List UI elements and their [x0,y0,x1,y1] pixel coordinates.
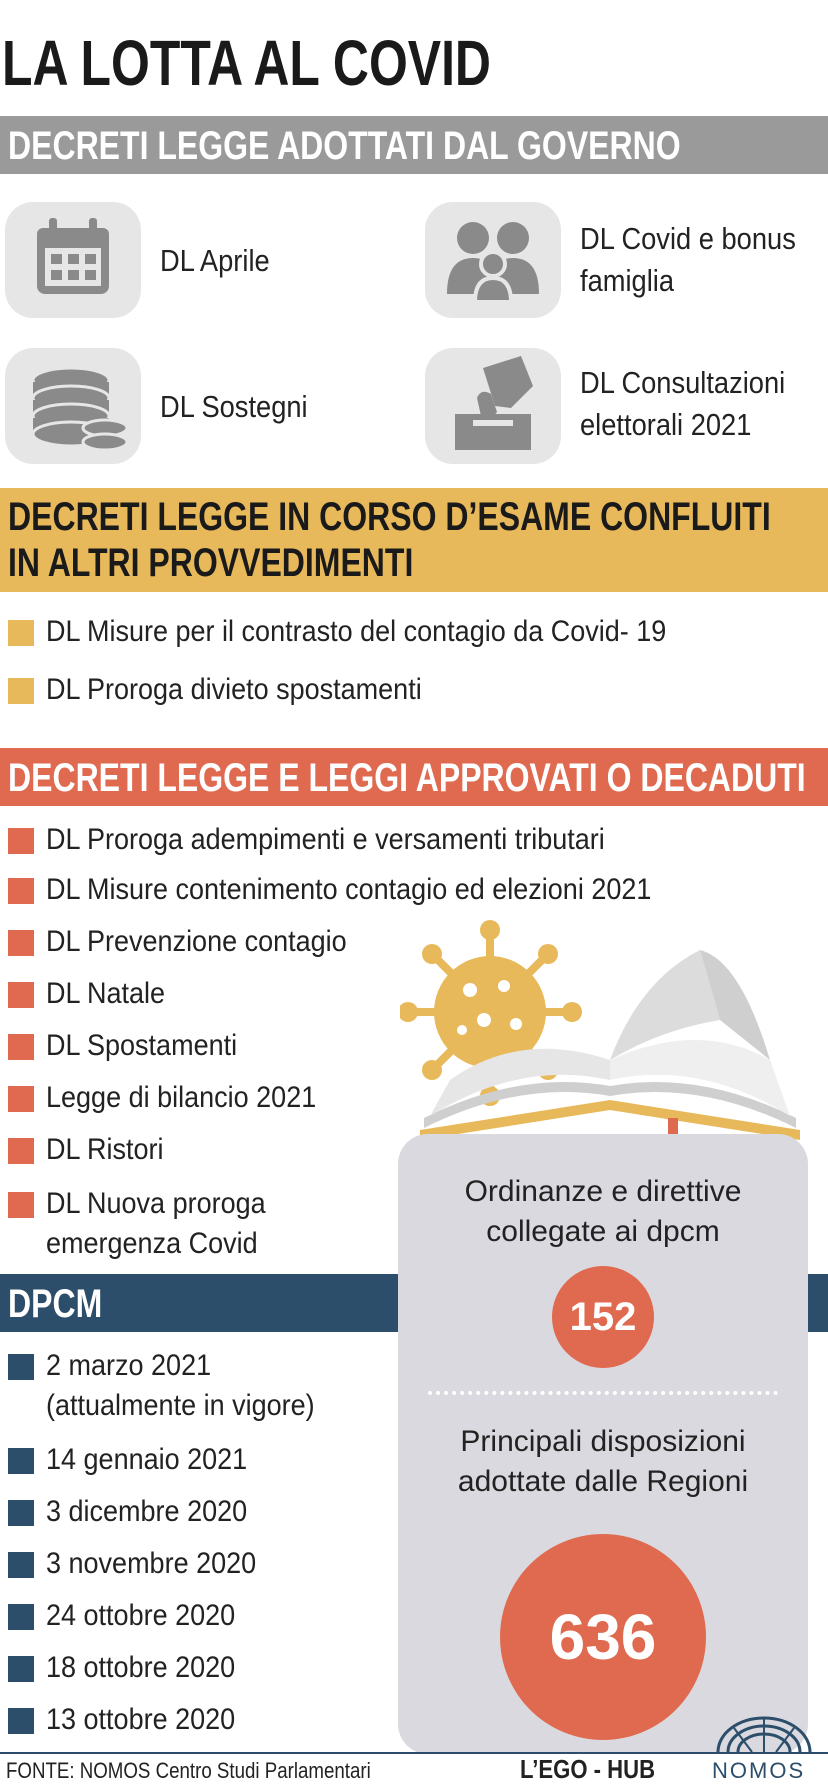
list-item-label: DL Ristori [46,1133,164,1166]
list-item-line: DL Nuova proroga [46,1187,266,1220]
list-item-label: Legge di bilancio 2021 [46,1081,317,1114]
tile-label-line: DL Aprile [160,243,270,278]
list-item-label: DL Proroga divieto spostamenti [46,673,422,706]
section-approvati-header [0,748,828,806]
panel-label-line: adottate dalle Regioni [457,1465,749,1498]
source-note: FONTE: NOMOS Centro Studi Parlamentari [6,1758,371,1783]
nomos-logo-text: NOMOS [712,1758,806,1783]
list-item-line: emergenza Covid [46,1227,258,1260]
footer-divider [0,1752,828,1754]
family-icon [425,202,561,318]
tile-label-consultazioni [580,362,785,446]
list-item-label: 18 ottobre 2020 [46,1651,236,1684]
calendar-icon [5,202,141,318]
list-item-label: DL Natale [46,977,166,1010]
panel-label-line: Ordinanze e direttive [464,1175,742,1208]
stats-panel [398,1134,808,1754]
coins-tile [5,348,141,464]
red-bullet-icon [8,1138,34,1164]
credit-label: L’EGO - HUB [520,1754,656,1784]
tile-label-line: DL Covid e bonus [580,221,796,256]
red-bullet-icon [8,828,34,854]
family-tile [425,202,561,318]
list-item-label: DL Misure per il contrasto del contagio da Covid- 19 [46,615,667,648]
section-adottati-title: DECRETI LEGGE ADOTTATI DAL GOVERNO [8,124,681,168]
list-item-label: DL Prevenzione contagio [46,925,347,958]
section-in-esame-title [8,494,771,586]
ballot-tile [425,348,561,464]
navy-bullet-icon [8,1604,34,1630]
list-item-label: DL Spostamenti [46,1029,238,1062]
panel-label-line: Principali disposizioni [460,1425,746,1458]
red-bullet-icon [8,930,34,956]
ballot-box-icon [425,348,561,464]
red-bullet-icon [8,982,34,1008]
nomos-logo-icon [712,1712,816,1756]
regioni-label [398,1422,808,1502]
page-title: LA LOTTA AL COVID [2,27,491,99]
navy-bullet-icon [8,1708,34,1734]
virus-book-illustration [400,920,820,1150]
section-in-esame-header [0,488,828,592]
list-item-label: 13 ottobre 2020 [46,1703,236,1736]
section-title-line: IN ALTRI PROVVEDIMENTI [8,541,414,585]
section-adottati-header [0,116,828,174]
red-bullet-icon [8,878,34,904]
red-bullet-icon [8,1192,34,1218]
tile-label-sostegni [160,386,308,428]
navy-bullet-icon [8,1656,34,1682]
navy-bullet-icon [8,1552,34,1578]
navy-bullet-icon [8,1500,34,1526]
panel-label-line: collegate ai dpcm [486,1215,720,1248]
list-item-line: (attualmente in vigore) [46,1389,315,1422]
list-item-label: 3 novembre 2020 [46,1547,257,1580]
tile-label-line: elettorali 2021 [580,407,752,442]
section-dpcm-title: DPCM [8,1282,103,1326]
list-item-label: 24 ottobre 2020 [46,1599,236,1632]
ordinanze-label [398,1172,808,1252]
list-item-label: DL Proroga adempimenti e versamenti tributari [46,823,605,856]
calendar-tile [5,202,141,318]
ordinanze-count-badge: 152 [552,1266,654,1368]
navy-bullet-icon [8,1354,34,1380]
tile-label-aprile [160,240,270,282]
tile-label-line: DL Sostegni [160,389,308,424]
list-item-label: 14 gennaio 2021 [46,1443,248,1476]
tile-label-line: famiglia [580,263,675,298]
list-item-label: 3 dicembre 2020 [46,1495,248,1528]
dotted-divider [428,1391,778,1395]
tile-label-covid-bonus [580,218,796,302]
yellow-bullet-icon [8,620,34,646]
list-item-label [46,1346,315,1426]
red-bullet-icon [8,1086,34,1112]
tile-label-line: DL Consultazioni [580,365,786,400]
yellow-bullet-icon [8,678,34,704]
list-item-label [46,1184,266,1264]
coins-icon [5,348,141,464]
section-approvati-title: DECRETI LEGGE E LEGGI APPROVATI O DECADUTI [8,756,806,800]
list-item-label: DL Misure contenimento contagio ed elezioni 2021 [46,873,652,906]
regioni-count-badge: 636 [500,1534,706,1740]
list-item-line: 2 marzo 2021 [46,1349,212,1382]
red-bullet-icon [8,1034,34,1060]
navy-bullet-icon [8,1448,34,1474]
section-title-line: DECRETI LEGGE IN CORSO D’ESAME CONFLUITI [8,495,771,539]
